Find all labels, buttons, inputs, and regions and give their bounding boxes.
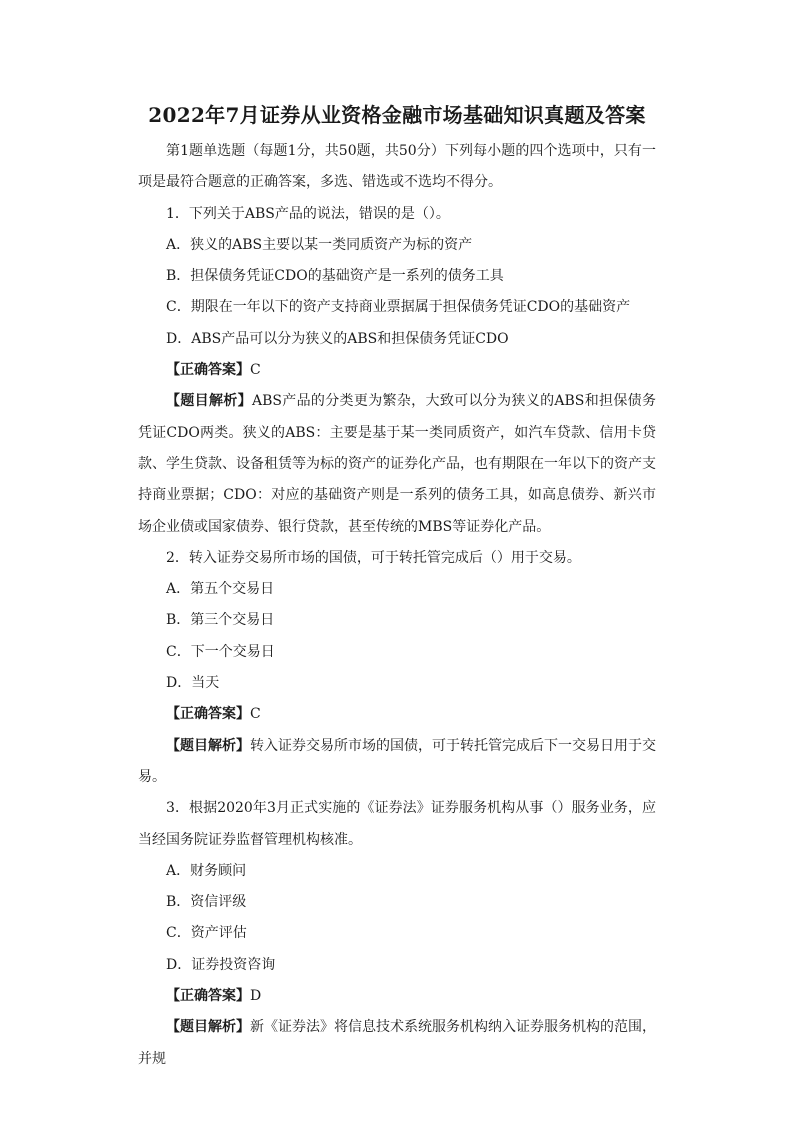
question-3-stem: 3．根据2020年3月正式实施的《证券法》证券服务机构从事（）服务业务，应当经国务院证券监督管理机构核准。: [138, 800, 656, 848]
analysis-label: 【题目解析】: [166, 737, 250, 754]
analysis-text: 新《证券法》将信息技术系统服务机构纳入证券服务机构的范围，并规: [138, 1019, 656, 1067]
instructions-paragraph: 第1题单选题（每题1分，共50题，共50分）下列每小题的四个选项中，只有一项是最符合题意的正确答案，多选、错选或不选均不得分。: [138, 143, 656, 191]
question-3-option-c: C．资产评估: [166, 925, 247, 942]
question-1-stem: 1．下列关于ABS产品的说法，错误的是（）。: [166, 205, 450, 222]
question-2-option-b: B．第三个交易日: [166, 612, 275, 629]
analysis-label: 【题目解析】: [166, 1019, 250, 1036]
question-1-answer: [138, 355, 656, 386]
question-3-option-a: A．财务顾问: [166, 862, 247, 879]
question-1-option-a: A．狭义的ABS主要以某一类同质资产为标的资产: [166, 236, 473, 253]
question-2-option-c: C．下一个交易日: [166, 643, 275, 660]
question-2-answer: [138, 699, 656, 730]
question-1-option-d: D．ABS产品可以分为狭义的ABS和担保债务凭证CDO: [166, 330, 509, 347]
question-1-option-c: C．期限在一年以下的资产支持商业票据属于担保债务凭证CDO的基础资产: [166, 299, 631, 316]
question-1-analysis: [138, 386, 656, 542]
question-3-answer: [138, 981, 656, 1012]
analysis-text: ABS产品的分类更为繁杂，大致可以分为狭义的ABS和担保债务凭证CDO两类。狭义的ABS：主要是基于某一类同质资产，如汽车贷款、信用卡贷款、学生贷款、设备租赁等为标的资产的证券化产品，也有期限在一年以下的资产支持商业票据；CDO：对应的基础资产则是一系列的债务工具，如高息债券、新兴市场企业债或国家债券、银行贷款，甚至传统的MBS等证券化产品。: [138, 393, 657, 535]
document-title: 2022年7月证券从业资格金融市场基础知识真题及答案: [148, 103, 646, 127]
answer-label: 【正确答案】: [166, 706, 250, 723]
question-2-option-a: A．第五个交易日: [166, 581, 275, 598]
answer-label: 【正确答案】: [166, 988, 250, 1005]
question-3-option-b: B．资信评级: [166, 894, 247, 911]
question-2-stem: 2．转入证券交易所市场的国债，可于转托管完成后（）用于交易。: [166, 549, 581, 566]
answer-value: C: [250, 706, 261, 723]
answer-label: 【正确答案】: [166, 362, 250, 379]
answer-value: C: [250, 362, 261, 379]
question-1-option-b: B．担保债务凭证CDO的基础资产是一系列的债务工具: [166, 268, 504, 285]
question-3-option-d: D．证券投资咨询: [166, 956, 276, 973]
question-2-analysis: [138, 731, 656, 794]
analysis-text: 转入证券交易所市场的国债，可于转托管完成后下一交易日用于交易。: [138, 737, 656, 785]
question-2-option-d: D．当天: [166, 675, 220, 692]
question-3-analysis: [138, 1012, 656, 1075]
analysis-label: 【题目解析】: [166, 393, 252, 410]
answer-value: D: [250, 988, 262, 1005]
